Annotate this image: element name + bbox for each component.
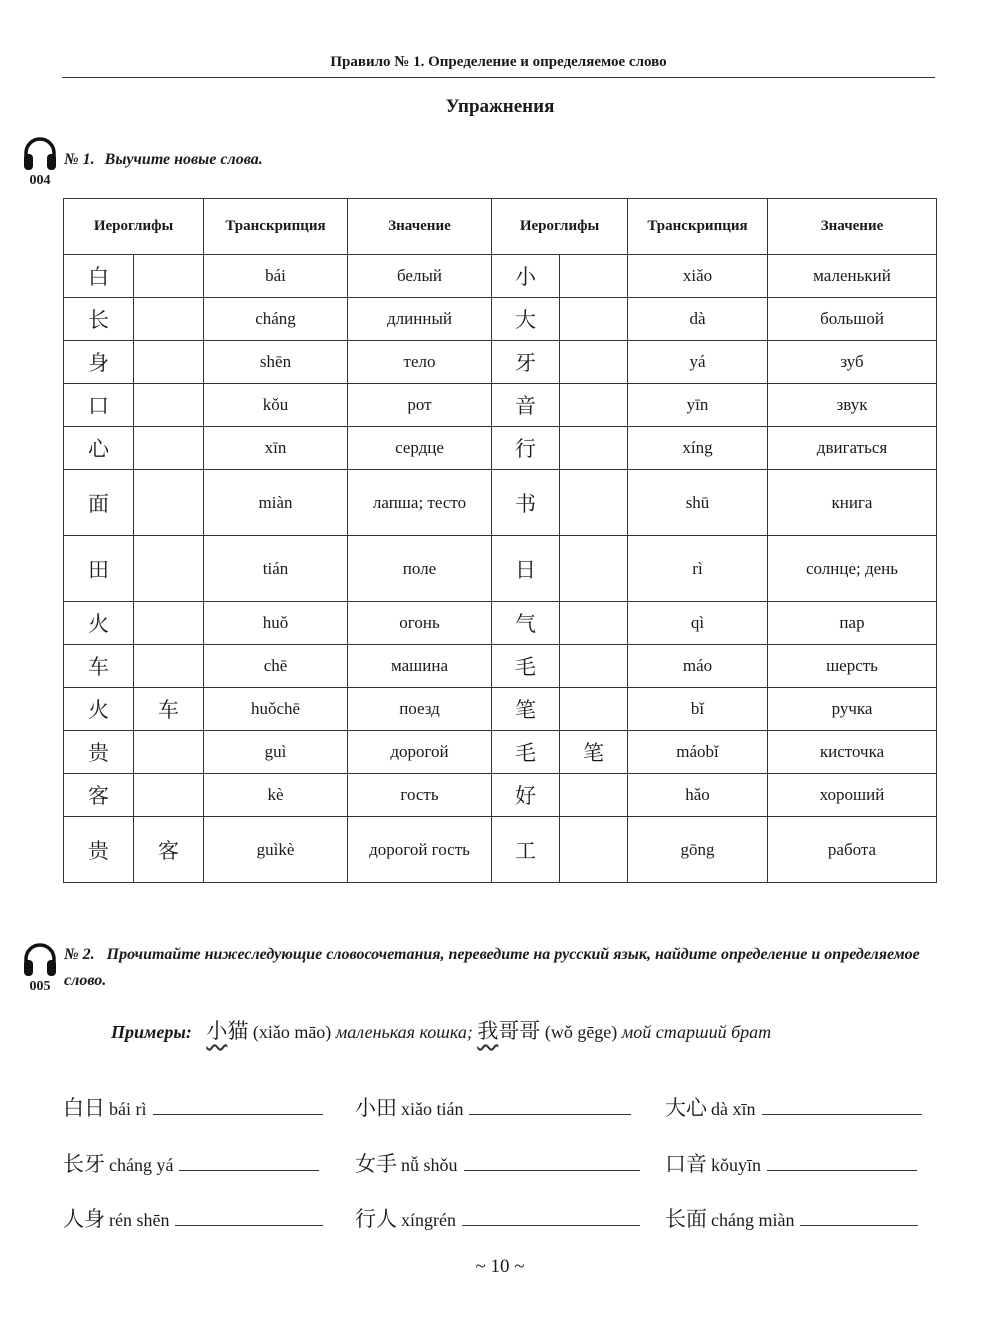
hanzi-cell: 车 [64, 645, 134, 688]
transcription-cell: huǒchē [204, 688, 348, 731]
hanzi-cell: 小 [492, 255, 560, 298]
table-row [64, 536, 937, 602]
transcription-cell: guìkè [204, 817, 348, 883]
meaning-cell: работа [768, 817, 937, 883]
hanzi-cell: 心 [64, 427, 134, 470]
phrase-item [355, 1092, 631, 1122]
answer-blank[interactable] [469, 1113, 631, 1115]
hanzi-cell: 行 [492, 427, 560, 470]
example-defined-word: 哥哥 [498, 1019, 541, 1043]
transcription-cell: máobǐ [628, 731, 768, 774]
audio-track-004[interactable] [20, 134, 60, 189]
phrase-item [355, 1148, 640, 1178]
hanzi-cell [134, 470, 204, 536]
phrase-pinyin: bái rì [109, 1099, 147, 1119]
hanzi-cell: 书 [492, 470, 560, 536]
exercise-number: № 2. [64, 946, 95, 963]
phrase-hanzi: 口音 [665, 1152, 707, 1176]
meaning-cell: машина [348, 645, 492, 688]
hanzi-cell: 牙 [492, 341, 560, 384]
transcription-cell: hǎo [628, 774, 768, 817]
exercise-2-title [64, 942, 936, 994]
table-row [64, 470, 937, 536]
transcription-cell: máo [628, 645, 768, 688]
table-row [64, 298, 937, 341]
hanzi-cell: 身 [64, 341, 134, 384]
hanzi-cell [134, 536, 204, 602]
examples-label: Примеры: [111, 1022, 192, 1042]
phrase-hanzi: 女手 [355, 1152, 397, 1176]
exercise-1-title [64, 147, 263, 173]
table-row [64, 688, 937, 731]
hanzi-cell [560, 427, 628, 470]
transcription-cell: bǐ [628, 688, 768, 731]
phrase-hanzi: 小田 [355, 1096, 397, 1120]
phrase-pinyin: nǚ shǒu [401, 1155, 458, 1175]
transcription-cell: gōng [628, 817, 768, 883]
answer-blank[interactable] [464, 1169, 640, 1171]
table-row [64, 341, 937, 384]
meaning-cell: хороший [768, 774, 937, 817]
answer-blank[interactable] [762, 1113, 922, 1115]
meaning-cell: солнце; день [768, 536, 937, 602]
hanzi-cell: 笔 [560, 731, 628, 774]
headphones-icon [21, 940, 59, 978]
phrase-item [665, 1092, 922, 1122]
meaning-cell: ручка [768, 688, 937, 731]
answer-blank[interactable] [462, 1224, 640, 1226]
hanzi-cell: 贵 [64, 817, 134, 883]
hanzi-cell [134, 384, 204, 427]
table-row [64, 384, 937, 427]
meaning-cell: лапша; тесто [348, 470, 492, 536]
meaning-cell: огонь [348, 602, 492, 645]
hanzi-cell [560, 470, 628, 536]
hanzi-cell [134, 255, 204, 298]
meaning-cell: кисточка [768, 731, 937, 774]
transcription-cell: huǒ [204, 602, 348, 645]
exercise-instruction: Выучите новые слова. [104, 151, 263, 168]
hanzi-cell [560, 688, 628, 731]
hanzi-cell [560, 255, 628, 298]
answer-blank[interactable] [179, 1169, 319, 1171]
meaning-cell: зуб [768, 341, 937, 384]
phrase-hanzi: 长面 [665, 1207, 707, 1231]
transcription-cell: dà [628, 298, 768, 341]
hanzi-cell: 口 [64, 384, 134, 427]
hanzi-cell: 好 [492, 774, 560, 817]
exercise-instruction: Прочитайте нижеследующие словосочетания, переведите на русский язык, найдите определение и определяемое слово. [64, 946, 920, 989]
hanzi-cell: 日 [492, 536, 560, 602]
transcription-cell: rì [628, 536, 768, 602]
meaning-cell: маленький [768, 255, 937, 298]
transcription-cell: yīn [628, 384, 768, 427]
hanzi-cell: 客 [64, 774, 134, 817]
transcription-cell: tián [204, 536, 348, 602]
hanzi-cell: 气 [492, 602, 560, 645]
transcription-cell: cháng [204, 298, 348, 341]
hanzi-cell [560, 602, 628, 645]
audio-track-number: 004 [29, 173, 51, 188]
meaning-cell: белый [348, 255, 492, 298]
example-translation: маленькая кошка; [335, 1022, 473, 1042]
section-title: Упражнения [445, 96, 555, 117]
page-number: ~ 10 ~ [475, 1256, 525, 1277]
hanzi-cell [134, 298, 204, 341]
meaning-cell: рот [348, 384, 492, 427]
table-row [64, 602, 937, 645]
examples-line [111, 1015, 771, 1045]
hanzi-cell: 笔 [492, 688, 560, 731]
hanzi-cell [134, 645, 204, 688]
phrase-pinyin: cháng yá [109, 1155, 174, 1175]
example-pinyin: (xiǎo māo) [252, 1022, 332, 1042]
example-translation: мой старший брат [621, 1022, 772, 1042]
transcription-cell: shū [628, 470, 768, 536]
table-row [64, 774, 937, 817]
transcription-cell: yá [628, 341, 768, 384]
hanzi-cell: 车 [134, 688, 204, 731]
hanzi-cell: 火 [64, 602, 134, 645]
hanzi-cell [134, 427, 204, 470]
table-row [64, 255, 937, 298]
column-header: Значение [768, 199, 937, 255]
answer-blank[interactable] [800, 1224, 918, 1226]
meaning-cell: звук [768, 384, 937, 427]
hanzi-cell: 田 [64, 536, 134, 602]
transcription-cell: shēn [204, 341, 348, 384]
phrase-item [63, 1203, 323, 1233]
hanzi-cell: 客 [134, 817, 204, 883]
hanzi-cell: 毛 [492, 731, 560, 774]
hanzi-cell: 音 [492, 384, 560, 427]
column-header: Транскрипция [628, 199, 768, 255]
transcription-cell: qì [628, 602, 768, 645]
audio-track-005[interactable] [20, 940, 60, 995]
meaning-cell: сердце [348, 427, 492, 470]
meaning-cell: пар [768, 602, 937, 645]
phrase-hanzi: 行人 [355, 1207, 397, 1231]
table-row [64, 427, 937, 470]
hanzi-cell [134, 774, 204, 817]
hanzi-cell [560, 774, 628, 817]
hanzi-cell [560, 298, 628, 341]
table-row [64, 817, 937, 883]
transcription-cell: miàn [204, 470, 348, 536]
meaning-cell: поле [348, 536, 492, 602]
exercise-number: № 1. [64, 151, 95, 168]
phrase-item [665, 1203, 918, 1233]
transcription-cell: bái [204, 255, 348, 298]
meaning-cell: длинный [348, 298, 492, 341]
hanzi-cell [560, 341, 628, 384]
example-pinyin: (wǒ gēge) [544, 1022, 618, 1042]
phrase-hanzi: 长牙 [63, 1152, 105, 1176]
transcription-cell: kè [204, 774, 348, 817]
answer-blank[interactable] [175, 1224, 323, 1226]
hanzi-cell [560, 817, 628, 883]
transcription-cell: kǒu [204, 384, 348, 427]
meaning-cell: гость [348, 774, 492, 817]
phrase-item [63, 1148, 319, 1178]
transcription-cell: xīn [204, 427, 348, 470]
phrase-hanzi: 人身 [63, 1207, 105, 1231]
meaning-cell: тело [348, 341, 492, 384]
phrase-pinyin: dà xīn [711, 1099, 756, 1119]
hanzi-cell: 毛 [492, 645, 560, 688]
example-definition: 小 [206, 1019, 228, 1043]
hanzi-cell [134, 341, 204, 384]
column-header: Транскрипция [204, 199, 348, 255]
hanzi-cell [134, 731, 204, 774]
hanzi-cell [134, 602, 204, 645]
table-row [64, 645, 937, 688]
meaning-cell: поезд [348, 688, 492, 731]
hanzi-cell: 长 [64, 298, 134, 341]
column-header: Иероглифы [492, 199, 628, 255]
answer-blank[interactable] [153, 1113, 323, 1115]
phrase-item [355, 1203, 640, 1233]
phrase-item [63, 1092, 323, 1122]
example-definition: 我 [477, 1019, 499, 1043]
meaning-cell: двигаться [768, 427, 937, 470]
hanzi-cell: 贵 [64, 731, 134, 774]
example-defined-word: 猫 [227, 1019, 249, 1043]
transcription-cell: chē [204, 645, 348, 688]
column-header: Значение [348, 199, 492, 255]
hanzi-cell: 火 [64, 688, 134, 731]
phrase-pinyin: kǒuyīn [711, 1155, 762, 1175]
phrase-hanzi: 大心 [665, 1096, 707, 1120]
hanzi-cell: 面 [64, 470, 134, 536]
transcription-cell: xíng [628, 427, 768, 470]
column-header: Иероглифы [64, 199, 204, 255]
hanzi-cell: 工 [492, 817, 560, 883]
meaning-cell: шерсть [768, 645, 937, 688]
hanzi-cell [560, 384, 628, 427]
meaning-cell: книга [768, 470, 937, 536]
headphones-icon [21, 134, 59, 172]
phrase-item [665, 1148, 917, 1178]
phrase-pinyin: rén shēn [109, 1210, 170, 1230]
meaning-cell: большой [768, 298, 937, 341]
table-row [64, 731, 937, 774]
phrase-pinyin: cháng miàn [711, 1210, 795, 1230]
hanzi-cell [560, 536, 628, 602]
phrase-pinyin: xíngrén [401, 1210, 456, 1230]
hanzi-cell [560, 645, 628, 688]
hanzi-cell: 大 [492, 298, 560, 341]
running-header: Правило № 1. Определение и определяемое слово [62, 54, 935, 78]
transcription-cell: xiǎo [628, 255, 768, 298]
transcription-cell: guì [204, 731, 348, 774]
phrase-hanzi: 白日 [63, 1096, 105, 1120]
answer-blank[interactable] [767, 1169, 917, 1171]
phrase-pinyin: xiǎo tián [401, 1099, 464, 1119]
table-header-row [64, 199, 937, 255]
hanzi-cell: 白 [64, 255, 134, 298]
meaning-cell: дорогой гость [348, 817, 492, 883]
meaning-cell: дорогой [348, 731, 492, 774]
vocabulary-table [63, 198, 937, 883]
audio-track-number: 005 [29, 979, 51, 994]
